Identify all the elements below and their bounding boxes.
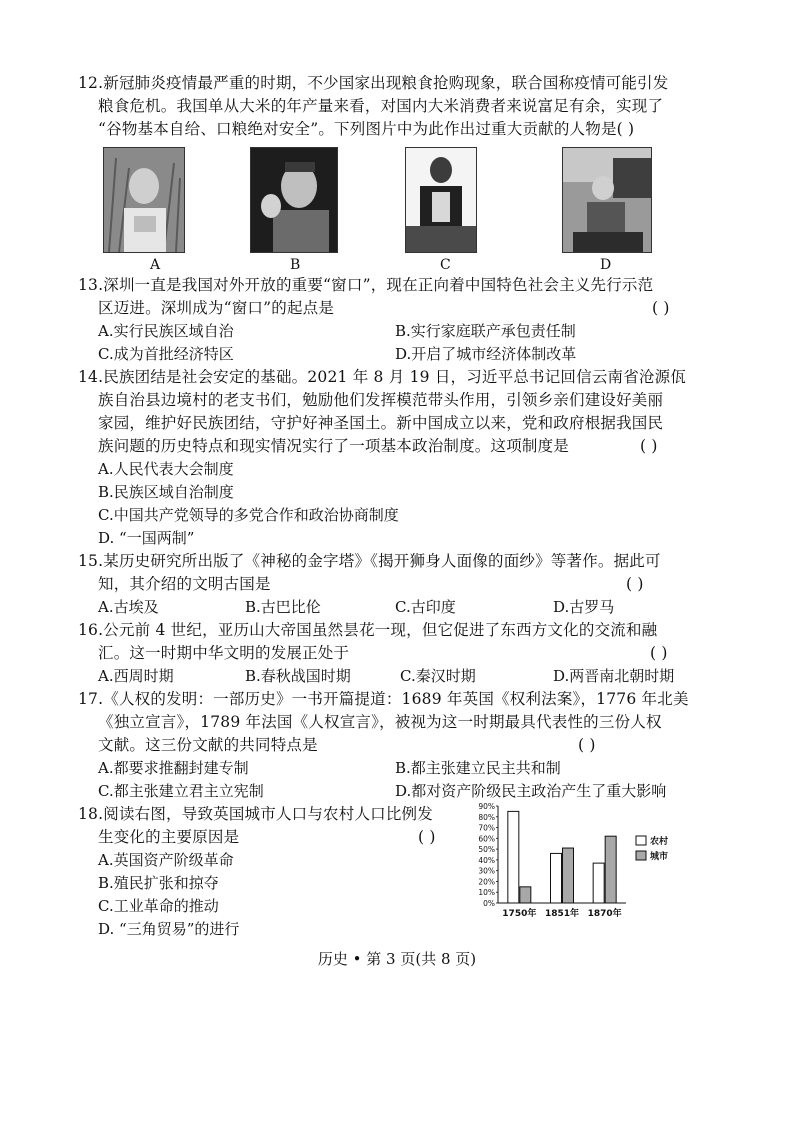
q14-answer-paren: ( ) — [640, 437, 658, 455]
q18-option-c: C.工业革命的推动 — [98, 897, 219, 915]
q16-answer-paren: ( ) — [650, 644, 668, 662]
q16-option-c: C.秦汉时期 — [400, 667, 476, 685]
photo-b — [250, 147, 338, 253]
y-tick-label: 10% — [478, 888, 495, 898]
q16-option-d: D.两晋南北朝时期 — [553, 667, 675, 685]
q12-line1: 12.新冠肺炎疫情最严重的时期，不少国家出现粮食抢购现象，联合国称疫情可能引发 — [78, 74, 669, 92]
y-tick-label: 40% — [478, 855, 495, 865]
x-tick-label: 1870年 — [587, 909, 622, 919]
x-tick-label: 1851年 — [544, 909, 580, 919]
q14-option-c: C.中国共产党领导的多党合作和政治协商制度 — [98, 506, 399, 524]
q14-line1: 14.民族团结是社会安定的基础。2021 年 8 月 19 日，习近平总书记回信云南省沧源佤 — [78, 368, 687, 386]
q14-line3: 家园，维护好民族团结，守护好神圣国土。新中国成立以来，党和政府根据我国民 — [98, 414, 664, 432]
q17-line3: 文献。这三份文献的共同特点是 — [98, 736, 318, 754]
bar-农村-1870年 — [593, 863, 604, 903]
photo-a — [103, 147, 185, 253]
q15-answer-paren: ( ) — [626, 575, 644, 593]
bar-城市-1851年 — [563, 848, 574, 903]
photo-label-a: A — [150, 257, 161, 273]
q14-option-d: D. “一国两制” — [98, 529, 195, 547]
q13-option-b: B.实行家庭联产承包责任制 — [395, 322, 576, 340]
bar-农村-1750年 — [508, 811, 519, 903]
q15-option-b: B.古巴比伦 — [245, 598, 321, 616]
x-tick-label: 1750年 — [502, 909, 537, 919]
q14-option-a: A.人民代表大会制度 — [98, 460, 234, 478]
photo-d — [562, 147, 652, 253]
q18-line2: 生变化的主要原因是 — [98, 828, 240, 846]
y-tick-label: 50% — [478, 845, 495, 855]
q17-option-a: A.都要求推翻封建专制 — [98, 759, 249, 777]
q17-option-b: B.都主张建立民主共和制 — [395, 759, 561, 777]
q13-answer-paren: ( ) — [652, 299, 670, 317]
q18-line1: 18.阅读右图，导致英国城市人口与农村人口比例发 — [78, 805, 433, 823]
q13-option-c: C.成为首批经济特区 — [98, 345, 234, 363]
q12-line2: 粮食危机。我国单从大米的年产量来看，对国内大米消费者来说富足有余，实现了 — [98, 97, 664, 115]
q12-line3: “谷物基本自给、口粮绝对安全”。下列图片中为此作出过重大贡献的人物是( ) — [98, 120, 635, 138]
photo-label-c: C — [440, 257, 451, 273]
bar-城市-1750年 — [520, 887, 531, 903]
q16-line2: 汇。这一时期中华文明的发展正处于 — [98, 644, 350, 662]
y-tick-label: 80% — [478, 812, 495, 822]
bar-农村-1851年 — [551, 853, 562, 903]
legend-label: 城市 — [650, 852, 669, 862]
population-ratio-chart — [468, 800, 718, 925]
y-tick-label: 70% — [478, 823, 495, 833]
y-tick-label: 0% — [483, 899, 495, 908]
q15-line2: 知，其介绍的文明古国是 — [98, 575, 271, 593]
y-tick-label: 60% — [478, 834, 495, 844]
q16-option-b: B.春秋战国时期 — [245, 667, 351, 685]
q16-option-a: A.西周时期 — [98, 667, 174, 685]
q18-option-a: A.英国资产阶级革命 — [98, 851, 234, 869]
q14-line4: 族问题的历史特点和现实情况实行了一项基本政治制度。这项制度是 — [98, 437, 570, 455]
q13-option-a: A.实行民族区域自治 — [98, 322, 234, 340]
q15-option-a: A.古埃及 — [98, 598, 159, 616]
q17-option-d: D.都对资产阶级民主政治产生了重大影响 — [395, 782, 667, 800]
y-tick-label: 30% — [478, 866, 495, 876]
photo-label-b: B — [290, 257, 301, 273]
y-tick-label: 20% — [478, 877, 495, 887]
q18-option-d: D. “三角贸易”的进行 — [98, 920, 240, 938]
q15-option-c: C.古印度 — [395, 598, 456, 616]
q18-option-b: B.殖民扩张和掠夺 — [98, 874, 219, 892]
q16-line1: 16.公元前 4 世纪，亚历山大帝国虽然昙花一现，但它促进了东西方文化的交流和融 — [78, 621, 658, 639]
q14-option-b: B.民族区域自治制度 — [98, 483, 234, 501]
q14-line2: 族自治县边境村的老支书们，勉励他们发挥模范带头作用，引领乡亲们建设好美丽 — [98, 391, 664, 409]
q13-line2: 区迈进。深圳成为“窗口”的起点是 — [98, 299, 335, 317]
q13-option-d: D.开启了城市经济体制改革 — [395, 345, 577, 363]
legend-label: 农村 — [650, 837, 669, 847]
q15-line1: 15.某历史研究所出版了《神秘的金字塔》《揭开狮身人面像的面纱》等著作。据此可 — [78, 552, 661, 570]
q15-option-d: D.古罗马 — [553, 598, 615, 616]
q17-answer-paren: ( ) — [578, 736, 596, 754]
y-tick-label: 90% — [478, 802, 495, 811]
legend-swatch-城市 — [636, 851, 646, 860]
bar-城市-1870年 — [605, 836, 616, 903]
q13-line1: 13.深圳一直是我国对外开放的重要“窗口”，现在正向着中国特色社会主义先行示范 — [78, 276, 654, 294]
page-footer: 历史 • 第 3 页(共 8 页) — [317, 950, 477, 968]
q17-line2: 《独立宣言》，1789 年法国《人权宣言》，被视为这一时期最具代表性的三份人权 — [98, 713, 662, 731]
photo-label-d: D — [600, 257, 612, 273]
legend-swatch-农村 — [636, 836, 646, 845]
q18-answer-paren: ( ) — [418, 828, 436, 846]
q17-option-c: C.都主张建立君主立宪制 — [98, 782, 264, 800]
q17-line1: 17.《人权的发明：一部历史》一书开篇提道：1689 年英国《权利法案》，1776 年北美 — [78, 690, 689, 708]
photo-c — [405, 147, 477, 253]
